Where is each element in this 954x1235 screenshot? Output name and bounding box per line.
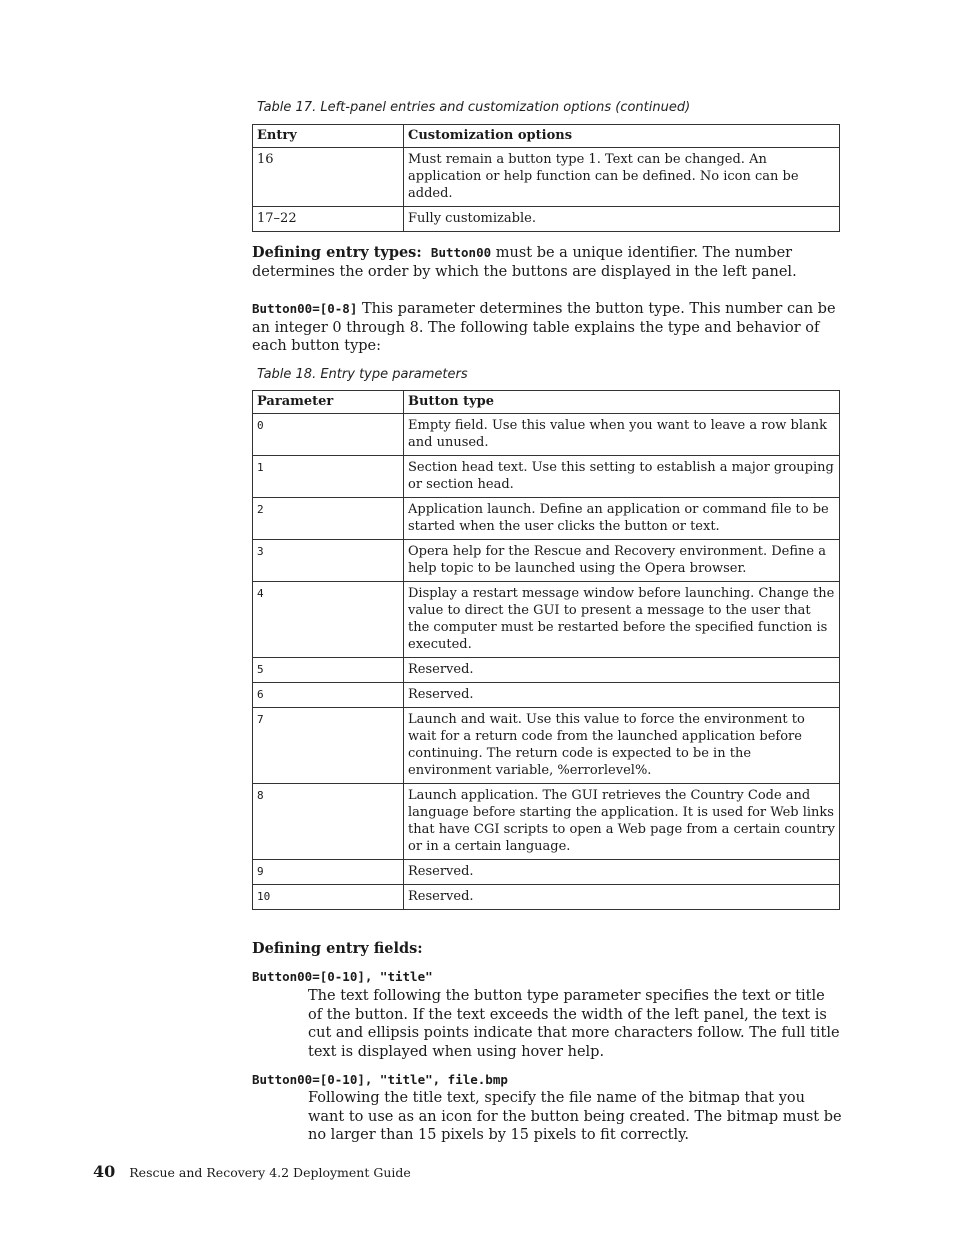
table-row [253,414,840,456]
column-header: Customization options [404,125,840,148]
defining-entry-fields-heading: Defining entry fields: [252,940,423,957]
table-row [253,582,840,658]
table-cell-options: Must remain a button type 1. Text can be changed. An application or help function can be defined. No icon can be added. [404,148,840,207]
button-type-cell: Launch and wait. Use this value to force the environment to wait for a return code from the launched application before continuing. The return code is expected to be in the environment variable, %errorlevel%. [404,708,840,784]
table17 [252,124,840,232]
footer-title: Rescue and Recovery 4.2 Deployment Guide [129,1165,411,1180]
button-type-cell: Reserved. [404,683,840,708]
button-type-cell: Opera help for the Rescue and Recovery environment. Define a help topic to be launched using the Opera browser. [404,540,840,582]
table-header-row [253,391,840,414]
parameter-cell: 4 [253,582,404,658]
table-header-row [253,125,840,148]
button-type-cell: Reserved. [404,658,840,683]
column-header: Button type [404,391,840,414]
entry-field-definition: Following the title text, specify the file name of the bitmap that you want to use as an icon for the button being created. The bitmap must be no larger than 15 pixels by 15 pixels to fit correctly. [308,1090,842,1143]
table-cell-options: Fully customizable. [404,207,840,232]
parameter-cell: 0 [253,414,404,456]
table-row [253,498,840,540]
button-type-cell: Empty field. Use this value when you want to leave a row blank and unused. [404,414,840,456]
button-type-paragraph [252,300,842,356]
page-footer [93,1162,411,1181]
button-type-cell: Launch application. The GUI retrieves the Country Code and language before starting the application. It is used for Web links that have CGI scripts to open a Web page from a certain country or in a certain language. [404,784,840,860]
button00-code: Button00 [430,245,492,260]
column-header: Parameter [253,391,404,414]
parameter-cell: 5 [253,658,404,683]
table-row [253,860,840,885]
table-row [253,207,840,232]
button-type-cell: Section head text. Use this setting to establish a major grouping or section head. [404,456,840,498]
table-row [253,540,840,582]
parameter-cell: 2 [253,498,404,540]
defining-entry-types-paragraph [252,244,842,281]
table-row [253,885,840,910]
parameter-cell: 3 [253,540,404,582]
entry-field-term: Button00=[0-10], "title" [252,969,433,984]
table-cell-entry: 16 [253,148,404,207]
table18-caption: Table 18. Entry type parameters [257,367,468,382]
entry-field-term: Button00=[0-10], "title", file.bmp [252,1072,508,1087]
defining-entry-types-label: Defining entry types: [252,244,422,261]
parameter-cell: 1 [253,456,404,498]
parameter-cell: 7 [253,708,404,784]
table-cell-entry: 17–22 [253,207,404,232]
table18 [252,390,840,910]
table-row [253,658,840,683]
table-row [253,708,840,784]
page-number: 40 [93,1162,116,1181]
parameter-cell: 8 [253,784,404,860]
defining-entry-types-text: must be a unique identifier. The number determines the order by which the buttons are displayed in the left panel. [252,245,797,280]
parameter-cell: 9 [253,860,404,885]
button-type-text: This parameter determines the button type. This number can be an integer 0 through 8. The following table explains the type and behavior of each button type: [252,301,836,354]
button-type-cell: Reserved. [404,860,840,885]
parameter-cell: 6 [253,683,404,708]
button-type-cell: Application launch. Define an application or command file to be started when the user clicks the button or text. [404,498,840,540]
table-row [253,456,840,498]
entry-field-definition: The text following the button type parameter specifies the text or title of the button. If the text exceeds the width of the left panel, the text is cut and ellipsis points indicate that more characters follow. The full title text is displayed when using hover help. [308,988,840,1060]
table-row [253,683,840,708]
table17-caption: Table 17. Left-panel entries and customization options (continued) [257,100,691,115]
button-type-cell: Display a restart message window before launching. Change the value to direct the GUI to present a message to the user that the computer must be restarted before the specified function is executed. [404,582,840,658]
parameter-cell: 10 [253,885,404,910]
button-type-code: Button00=[0-8] [252,301,358,316]
table-row [253,148,840,207]
column-header: Entry [253,125,404,148]
button-type-cell: Reserved. [404,885,840,910]
table-row [253,784,840,860]
